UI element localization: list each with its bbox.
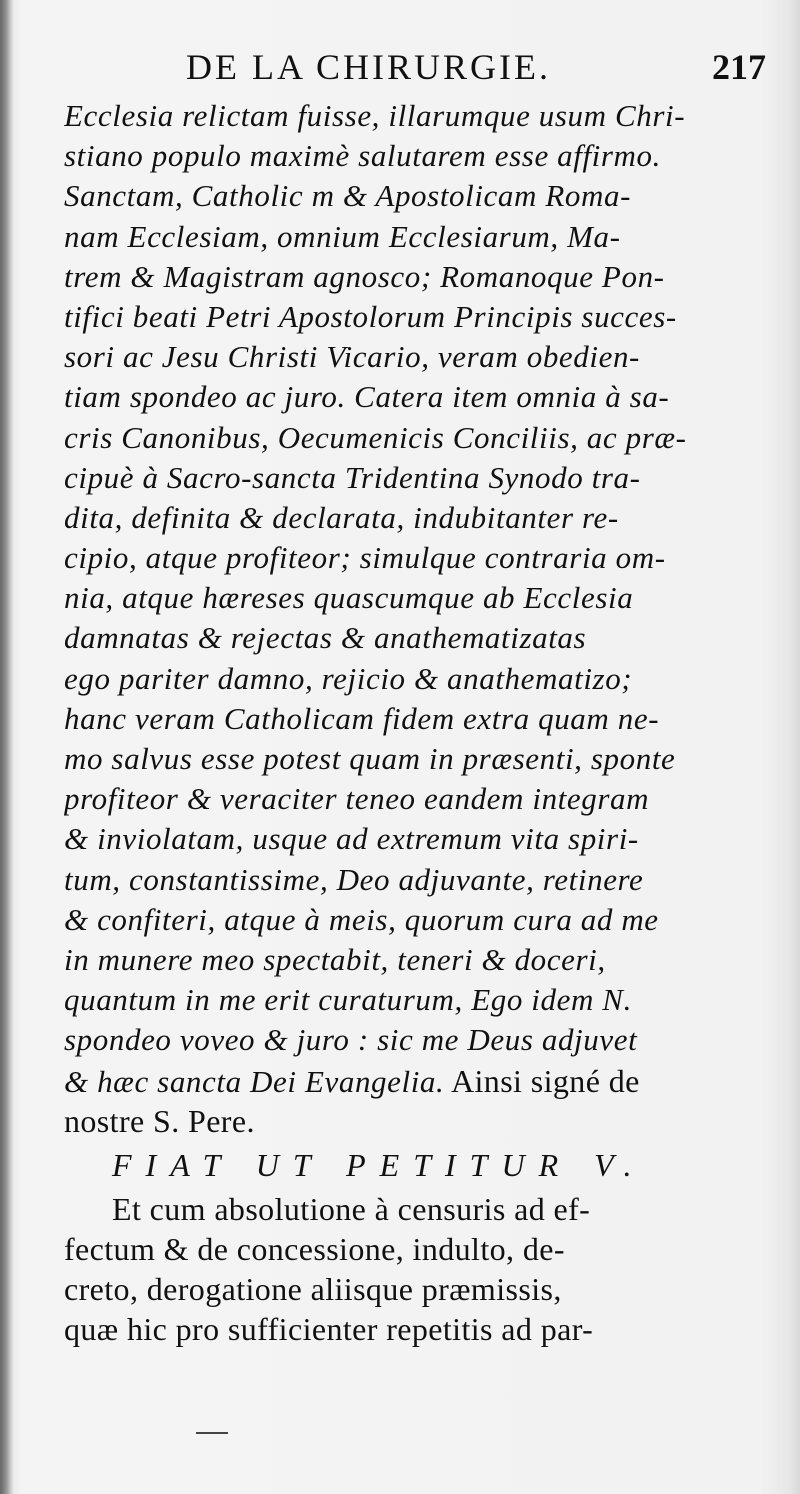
- text-italic-part: & hæc sancta Dei Evangelia.: [64, 1063, 445, 1099]
- text-line: profiteor & veraciter teneo eandem integram: [64, 781, 650, 817]
- text-line: cipuè à Sacro-sancta Tridentina Synodo tra-: [64, 459, 641, 495]
- text-line: creto, derogatione aliisque præmissis,: [64, 1271, 562, 1308]
- text-line: Sanctam, Catholic m & Apostolicam Roma-: [64, 178, 632, 214]
- text-line: fectum & de concessione, indulto, de-: [64, 1231, 565, 1268]
- text-line: nam Ecclesiam, omnium Ecclesiarum, Ma-: [64, 218, 621, 254]
- text-line: tum, constantissime, Deo adjuvante, retinere: [64, 861, 644, 897]
- text-line: dita, definita & declarata, indubitanter re-: [64, 499, 619, 535]
- text-line: damnatas & rejectas & anathematizatas: [64, 620, 587, 656]
- text-line: Ecclesia relictam fuisse, illarumque usum Chri-: [64, 98, 686, 133]
- text-line: & confiteri, atque à meis, quorum cura ad me: [64, 901, 659, 937]
- text-roman-part: Ainsi signé de: [444, 1062, 640, 1099]
- text-line: sori ac Jesu Christi Vicario, veram obedien-: [64, 339, 640, 375]
- section-heading: FIAT UT PETITUR V.: [112, 1146, 646, 1183]
- page-number: 217: [712, 47, 766, 87]
- gutter-shadow: [0, 0, 14, 1494]
- text-line: tiam spondeo ac juro. Catera item omnia à sa-: [64, 379, 670, 415]
- text-line: quantum in me erit curaturum, Ego idem N.: [64, 982, 632, 1018]
- text-line: nia, atque hæreses quascumque ab Ecclesia: [64, 580, 634, 616]
- text-line: trem & Magistram agnosco; Romanoque Pon-: [64, 258, 665, 294]
- text-line: mo salvus esse potest quam in præsenti, sponte: [64, 741, 676, 776]
- running-title: DE LA CHIRURGIE.: [186, 47, 551, 87]
- text-line-mixed: [64, 1061, 774, 1101]
- text-line: ego pariter damno, rejicio & anathematizo;: [64, 660, 633, 696]
- text-line: quæ hic pro sufficienter repetitis ad par-: [64, 1311, 594, 1348]
- text-line: & inviolatam, usque ad extremum vita spiri-: [64, 821, 639, 857]
- text-line: in munere meo spectabit, teneri & doceri,: [64, 941, 606, 977]
- text-line: nostre S. Pere.: [64, 1102, 255, 1139]
- ink-mark: [196, 1432, 228, 1434]
- text-line: spondeo voveo & juro : sic me Deus adjuvet: [64, 1022, 638, 1058]
- text-line: stiano populo maximè salutarem esse affirmo.: [64, 138, 661, 174]
- text-line: tifici beati Petri Apostolorum Principis succes-: [64, 298, 677, 334]
- text-line: hanc veram Catholicam fidem extra quam ne-: [64, 700, 660, 736]
- text-line: cris Canonibus, Oecumenicis Conciliis, ac præ-: [64, 419, 687, 455]
- body-text: [64, 96, 774, 1350]
- text-line: Et cum absolutione à censuris ad ef-: [112, 1190, 591, 1227]
- text-line: cipio, atque profiteor; simulque contraria om-: [64, 540, 666, 576]
